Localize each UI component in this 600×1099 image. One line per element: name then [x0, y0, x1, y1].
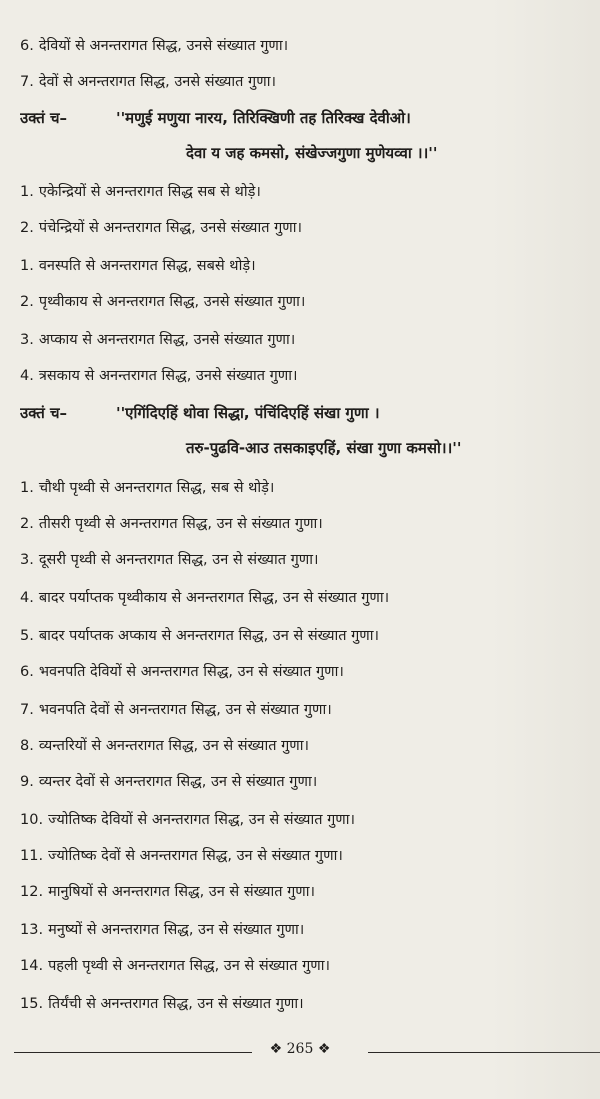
list-item	[20, 550, 582, 570]
verse-line: तरु-पुढवि-आउ तसकाइएहिं, संखा गुणा कमसो।।''	[186, 439, 462, 457]
list-item	[20, 662, 582, 682]
ornament-icon: ❖	[269, 1041, 283, 1057]
list-item	[20, 478, 582, 498]
item-number: 4.	[20, 368, 34, 384]
list-item	[20, 514, 582, 534]
item-text: तिर्यंची से अनन्तरागत सिद्ध, उन से संख्यात गुणा।	[48, 996, 304, 1012]
item-number: 3.	[20, 332, 34, 348]
item-text: व्यन्तर देवों से अनन्तरागत सिद्ध, उन से संख्यात गुणा।	[38, 774, 318, 790]
list-item	[20, 72, 582, 92]
item-text: बादर पर्याप्तक अप्काय से अनन्तरागत सिद्ध, उन से संख्यात गुणा।	[38, 628, 380, 644]
list-item	[20, 810, 582, 830]
item-text: भवनपति देवियों से अनन्तरागत सिद्ध, उन से संख्यात गुणा।	[38, 664, 344, 680]
item-number: 13.	[20, 922, 44, 938]
item-text: वनस्पति से अनन्तरागत सिद्ध, सबसे थोड़े।	[38, 258, 256, 274]
item-text: चौथी पृथ्वी से अनन्तरागत सिद्ध, सब से थोड़े।	[38, 480, 275, 496]
list-item	[20, 218, 582, 238]
item-text: तीसरी पृथ्वी से अनन्तरागत सिद्ध, उन से संख्यात गुणा।	[38, 516, 323, 532]
list-item	[20, 330, 582, 350]
verse-line: ''मणुई मणुया नारय, तिरिक्खिणी तह तिरिक्ख देवीओ।	[116, 109, 411, 127]
item-text: बादर पर्याप्तक पृथ्वीकाय से अनन्तरागत सिद्ध, उन से संख्यात गुणा।	[38, 590, 390, 606]
item-number: 6.	[20, 38, 34, 54]
list-item	[20, 956, 582, 976]
item-text: पृथ्वीकाय से अनन्तरागत सिद्ध, उनसे संख्यात गुणा।	[38, 294, 306, 310]
item-text: देवों से अनन्तरागत सिद्ध, उनसे संख्यात गुणा।	[38, 74, 276, 90]
list-item	[20, 994, 582, 1014]
list-item	[20, 588, 582, 608]
page-footer	[0, 1041, 600, 1057]
item-number: 1.	[20, 480, 34, 496]
item-text: एकेन्द्रियों से अनन्तरागत सिद्ध सब से थोड़े।	[38, 184, 261, 200]
verse-line: देवा य जह कमसो, संखेज्जगुणा मुणेयव्वा ।।''	[186, 144, 438, 162]
list-item	[20, 256, 582, 276]
item-number: 14.	[20, 958, 44, 974]
page-number: 265	[286, 1041, 314, 1057]
list-item	[20, 366, 582, 386]
list-item	[20, 846, 582, 866]
ornament-icon: ❖	[317, 1041, 331, 1057]
list-item	[20, 626, 582, 646]
item-number: 1.	[20, 258, 34, 274]
item-text: दूसरी पृथ्वी से अनन्तरागत सिद्ध, उन से संख्यात गुणा।	[38, 552, 319, 568]
item-number: 2.	[20, 516, 34, 532]
item-text: अप्काय से अनन्तरागत सिद्ध, उनसे संख्यात गुणा।	[38, 332, 296, 348]
list-item	[20, 920, 582, 940]
item-number: 2.	[20, 294, 34, 310]
item-text: ज्योतिष्क देवों से अनन्तरागत सिद्ध, उन से संख्यात गुणा।	[48, 848, 343, 864]
item-number: 2.	[20, 220, 34, 236]
verse-label: उक्तं च–	[20, 404, 68, 422]
item-text: पहली पृथ्वी से अनन्तरागत सिद्ध, उन से संख्यात गुणा।	[48, 958, 331, 974]
verse-label: उक्तं च–	[20, 109, 68, 127]
item-number: 6.	[20, 664, 34, 680]
item-text: ज्योतिष्क देवियों से अनन्तरागत सिद्ध, उन से संख्यात गुणा।	[48, 812, 355, 828]
item-number: 3.	[20, 552, 34, 568]
item-text: पंचेन्द्रियों से अनन्तरागत सिद्ध, उनसे संख्यात गुणा।	[38, 220, 302, 236]
item-number: 15.	[20, 996, 44, 1012]
item-text: मानुषियों से अनन्तरागत सिद्ध, उन से संख्यात गुणा।	[48, 884, 316, 900]
item-number: 7.	[20, 702, 34, 718]
item-number: 11.	[20, 848, 44, 864]
item-text: व्यन्तरियों से अनन्तरागत सिद्ध, उन से संख्यात गुणा।	[38, 738, 309, 754]
item-text: मनुष्यों से अनन्तरागत सिद्ध, उन से संख्यात गुणा।	[48, 922, 305, 938]
verse-line: ''एगिंदिएहिं थोवा सिद्धा, पंचिंदिएहिं संखा गुणा ।	[116, 404, 380, 422]
item-number: 9.	[20, 774, 34, 790]
item-text: भवनपति देवों से अनन्तरागत सिद्ध, उन से संख्यात गुणा।	[38, 702, 332, 718]
list-item	[20, 736, 582, 756]
list-item	[20, 700, 582, 720]
list-item	[20, 36, 582, 56]
item-number: 7.	[20, 74, 34, 90]
item-number: 5.	[20, 628, 34, 644]
list-item	[20, 182, 582, 202]
item-number: 1.	[20, 184, 34, 200]
item-text: देवियों से अनन्तरागत सिद्ध, उनसे संख्यात गुणा।	[38, 38, 289, 54]
list-item	[20, 882, 582, 902]
item-number: 4.	[20, 590, 34, 606]
verse-quote	[20, 402, 582, 424]
item-number: 10.	[20, 812, 44, 828]
list-item	[20, 292, 582, 312]
item-text: त्रसकाय से अनन्तरागत सिद्ध, उनसे संख्यात गुणा।	[38, 368, 298, 384]
item-number: 8.	[20, 738, 34, 754]
verse-quote	[20, 107, 582, 129]
list-item	[20, 772, 582, 792]
item-number: 12.	[20, 884, 44, 900]
